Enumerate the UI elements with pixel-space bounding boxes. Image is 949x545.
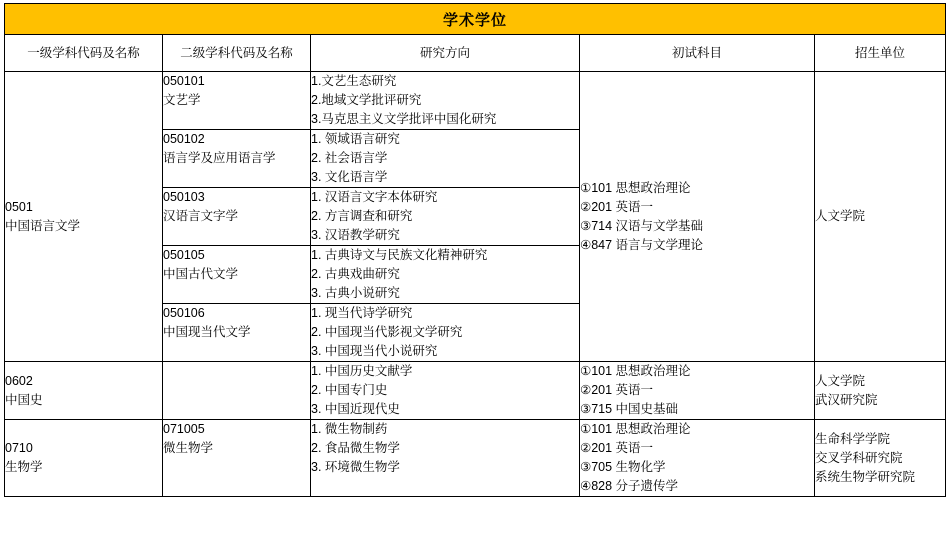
secondary-discipline (163, 362, 311, 420)
title-row (5, 4, 946, 35)
column-header-row (5, 35, 946, 72)
enrolling-unit-line: 交叉学科研究院 (815, 450, 903, 465)
research-directions-line: 2.地域文学批评研究 (311, 93, 422, 107)
secondary-discipline-line: 050105 (163, 248, 205, 262)
exam-subjects-line: ②201 英语一 (580, 441, 654, 455)
table-row (5, 420, 946, 497)
secondary-discipline (163, 188, 311, 246)
secondary-discipline-line: 语言学及应用语言学 (163, 151, 276, 165)
exam-subjects-line: ④847 语言与文学理论 (580, 237, 704, 252)
research-directions-line: 2. 方言调查和研究 (311, 209, 413, 223)
primary-discipline-line: 0501 (5, 199, 33, 214)
research-directions-line: 1. 领域语言研究 (311, 132, 400, 146)
secondary-discipline-line: 050102 (163, 132, 205, 146)
table-row (5, 362, 946, 420)
primary-discipline-line: 0602 (5, 373, 33, 388)
primary-discipline (5, 72, 163, 362)
primary-discipline (5, 362, 163, 420)
research-directions (311, 420, 580, 497)
secondary-discipline-line: 微生物学 (163, 441, 214, 455)
secondary-discipline (163, 130, 311, 188)
primary-discipline (5, 420, 163, 497)
enrolling-unit-line: 生命科学学院 (815, 431, 891, 446)
research-directions-line: 3. 汉语教学研究 (311, 228, 400, 242)
research-directions-line: 3. 中国近现代史 (311, 402, 400, 416)
research-directions-line: 1. 中国历史文献学 (311, 364, 413, 378)
research-directions (311, 246, 580, 304)
secondary-discipline-line: 汉语言文字学 (163, 209, 239, 223)
column-header-5: 招生单位 (815, 35, 946, 72)
research-directions-line: 1.文艺生态研究 (311, 74, 397, 88)
research-directions-line: 1. 古典诗文与民族文化精神研究 (311, 248, 488, 262)
secondary-discipline-line: 050103 (163, 190, 205, 204)
secondary-discipline (163, 420, 311, 497)
academic-degree-table (4, 3, 946, 497)
exam-subjects-line: ①101 思想政治理论 (580, 364, 691, 378)
enrolling-unit-line: 人文学院 (815, 209, 866, 223)
secondary-discipline-line: 050106 (163, 306, 205, 320)
exam-subjects-line: ④828 分子遗传学 (580, 479, 679, 493)
research-directions-line: 3. 古典小说研究 (311, 286, 400, 300)
enrolling-unit-line: 系统生物学研究院 (815, 469, 916, 484)
secondary-discipline (163, 304, 311, 362)
research-directions-line: 2. 中国专门史 (311, 383, 388, 397)
exam-subjects-line: ①101 思想政治理论 (580, 180, 691, 195)
enrolling-unit-line: 武汉研究院 (815, 392, 878, 407)
table-row (5, 72, 946, 130)
research-directions (311, 304, 580, 362)
primary-discipline-line: 生物学 (5, 460, 43, 474)
primary-discipline-line: 中国史 (5, 392, 43, 407)
enrolling-unit (815, 420, 946, 497)
research-directions (311, 72, 580, 130)
research-directions-line: 3. 文化语言学 (311, 170, 388, 184)
secondary-discipline-line: 中国古代文学 (163, 267, 239, 281)
secondary-discipline-line: 050101 (163, 74, 205, 88)
secondary-discipline-line: 071005 (163, 422, 205, 436)
primary-discipline-line: 0710 (5, 441, 33, 455)
column-header-1: 一级学科代码及名称 (5, 35, 163, 72)
exam-subjects-line: ②201 英语一 (580, 199, 654, 214)
secondary-discipline-line: 中国现当代文学 (163, 325, 251, 339)
research-directions-line: 2. 食品微生物学 (311, 441, 400, 455)
secondary-discipline (163, 246, 311, 304)
research-directions-line: 3.马克思主义文学批评中国化研究 (311, 112, 497, 126)
exam-subjects-line: ①101 思想政治理论 (580, 422, 691, 436)
research-directions (311, 362, 580, 420)
enrolling-unit-line: 人文学院 (815, 373, 866, 388)
enrolling-unit (815, 362, 946, 420)
research-directions-line: 2. 社会语言学 (311, 151, 388, 165)
secondary-discipline-line: 文艺学 (163, 93, 201, 107)
exam-subjects (580, 72, 815, 362)
column-header-3: 研究方向 (311, 35, 580, 72)
exam-subjects-line: ③705 生物化学 (580, 460, 666, 474)
exam-subjects-line: ③715 中国史基础 (580, 402, 679, 416)
exam-subjects (580, 362, 815, 420)
column-header-4: 初试科目 (580, 35, 815, 72)
secondary-discipline (163, 72, 311, 130)
primary-discipline-line: 中国语言文学 (5, 218, 81, 233)
exam-subjects-line: ②201 英语一 (580, 383, 654, 397)
research-directions-line: 1. 微生物制药 (311, 422, 388, 436)
exam-subjects (580, 420, 815, 497)
research-directions-line: 3. 中国现当代小说研究 (311, 344, 438, 358)
research-directions (311, 130, 580, 188)
document-title: 学术学位 (5, 4, 946, 35)
enrolling-unit (815, 72, 946, 362)
research-directions-line: 1. 汉语言文字本体研究 (311, 190, 438, 204)
research-directions-line: 2. 中国现当代影视文学研究 (311, 325, 463, 339)
research-directions-line: 2. 古典戏曲研究 (311, 267, 400, 281)
research-directions-line: 3. 环境微生物学 (311, 460, 400, 474)
research-directions (311, 188, 580, 246)
column-header-2: 二级学科代码及名称 (163, 35, 311, 72)
exam-subjects-line: ③714 汉语与文学基础 (580, 218, 704, 233)
research-directions-line: 1. 现当代诗学研究 (311, 306, 413, 320)
